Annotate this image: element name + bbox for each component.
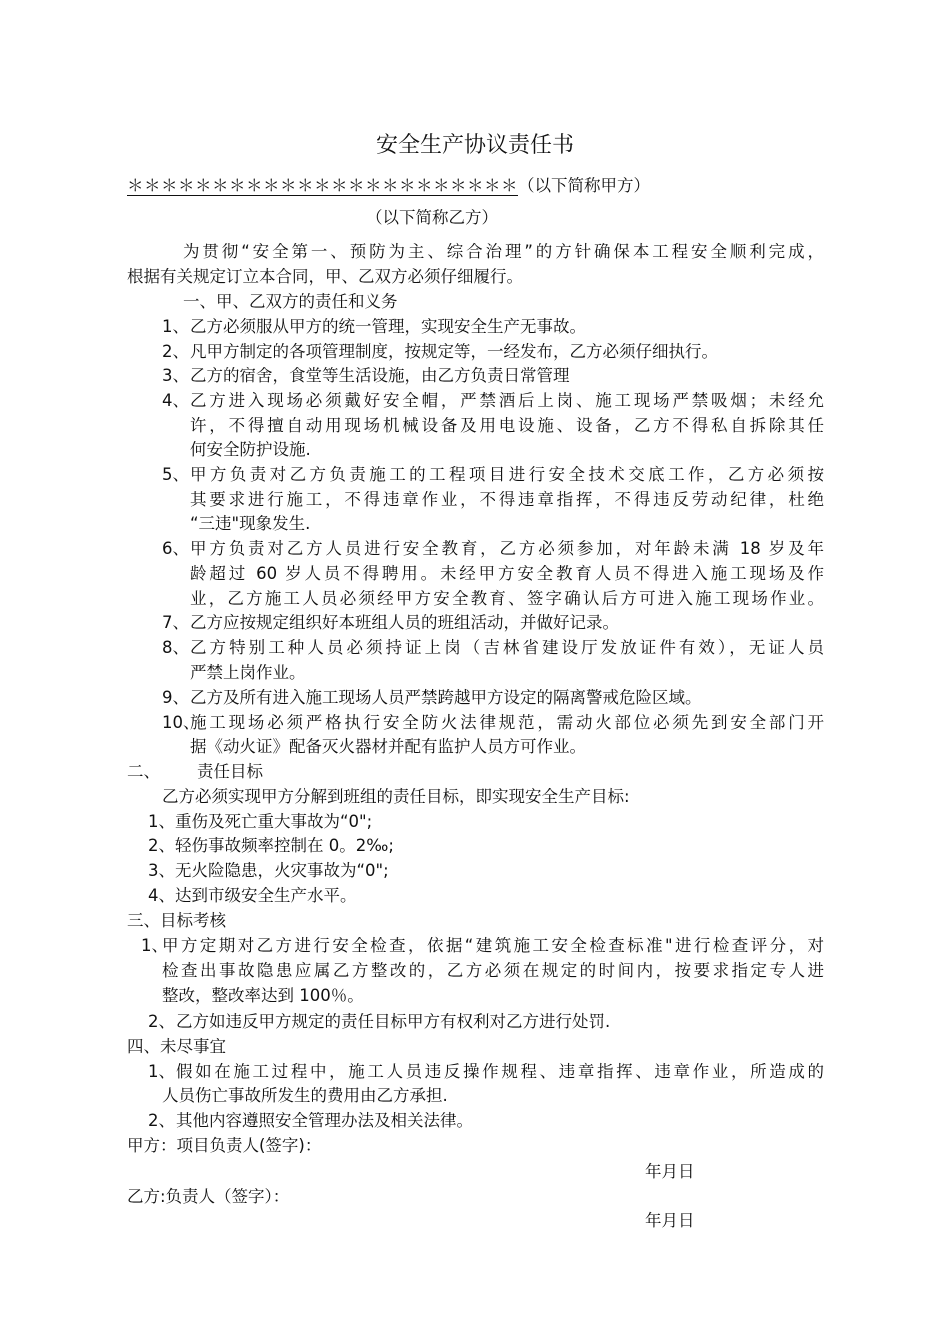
s4-item-text: 人员伤亡事故所发生的费用由乙方承担. <box>162 1086 448 1105</box>
s1-item-num: 8、 <box>162 638 189 657</box>
s3-item-num: 2、 <box>148 1012 175 1031</box>
s1-item-text: 何安全防护设施. <box>190 440 311 459</box>
s2-item: 2、轻伤事故频率控制在 0。2‰; <box>148 836 394 855</box>
s3-item-text: 检查出事故隐患应属乙方整改的，乙方必须在规定的时间内，按要求指定专人进 <box>162 961 824 980</box>
party-a-suffix: （以下简称甲方） <box>518 176 650 195</box>
party-a-placeholder: ＊＊＊＊＊＊＊＊＊＊＊＊＊＊＊＊＊＊＊＊＊＊＊ <box>127 176 518 195</box>
section-2-number: 二、 <box>127 762 160 781</box>
s1-item-text: 龄超过 60 岁人员不得聘用。未经甲方安全教育人员不得进入施工现场及作 <box>190 564 824 583</box>
s4-item-text: 其他内容遵照安全管理办法及相关法律。 <box>176 1111 473 1130</box>
s1-item-text: 据《动火证》配备灭火器材并配有监护人员方可作业。 <box>190 737 586 756</box>
s1-item-num: 1、 <box>162 317 189 336</box>
party-a-signature-date: 年月日 <box>645 1162 695 1181</box>
party-a-signature-label: 甲方：项目负责人(签字)： <box>127 1136 322 1155</box>
s1-item-text: 施工现场必须严格执行安全防火法律规范，需动火部位必须先到安全部门开 <box>190 713 824 732</box>
s1-item-text: 甲方负责对乙方负责施工的工程项目进行安全技术交底工作，乙方必须按 <box>190 465 824 484</box>
s2-item: 3、无火险隐患，火灾事故为“0"; <box>148 861 389 880</box>
s1-item-num: 2、 <box>162 342 189 361</box>
s4-item-text: 假如在施工过程中，施工人员违反操作规程、违章指挥、违章作业，所造成的 <box>176 1062 824 1081</box>
s1-item-num: 7、 <box>162 613 189 632</box>
section-1-heading: 一、甲、乙双方的责任和义务 <box>183 292 398 311</box>
s1-item-num: 5、 <box>162 465 189 484</box>
s3-item-num: 1、 <box>141 936 168 955</box>
s3-item-text: 整改，整改率达到 100％。 <box>162 986 364 1005</box>
s4-item-num: 1、 <box>148 1062 175 1081</box>
section-2-intro: 乙方必须实现甲方分解到班组的责任目标，即实现安全生产目标: <box>162 787 630 806</box>
intro-line-1: 为贯彻“安全第一、预防为主、综合治理”的方针确保本工程安全顺利完成， <box>183 242 824 261</box>
s1-item-text: 乙方的宿舍，食堂等生活设施，由乙方负责日常管理 <box>190 366 570 385</box>
s1-item-num: 3、 <box>162 366 189 385</box>
s2-item: 4、达到市级安全生产水平。 <box>148 886 357 905</box>
s1-item-text: 乙方特别工种人员必须持证上岗（吉林省建设厅发放证件有效），无证人员 <box>190 638 824 657</box>
party-b-signature-label: 乙方:负责人（签字）： <box>127 1187 290 1206</box>
s1-item-text: “三违"现象发生. <box>190 514 311 533</box>
s1-item-num: 9、 <box>162 688 189 707</box>
s1-item-text: 乙方应按规定组织好本班组人员的班组活动，并做好记录。 <box>190 613 619 632</box>
s1-item-text: 乙方进入现场必须戴好安全帽，严禁酒后上岗、施工现场严禁吸烟；未经允 <box>190 391 824 410</box>
s1-item-text: 乙方及所有进入施工现场人员严禁跨越甲方设定的隔离警戒危险区域。 <box>190 688 702 707</box>
s1-item-text: 其要求进行施工，不得违章作业，不得违章指挥，不得违反劳动纪律，杜绝 <box>190 490 824 509</box>
s1-item-text: 业，乙方施工人员必须经甲方安全教育、签字确认后方可进入施工现场作业。 <box>190 589 824 608</box>
section-4-heading: 四、未尽事宜 <box>127 1037 226 1056</box>
s1-item-text: 许，不得擅自动用现场机械设备及用电设施、设备，乙方不得私自拆除其任 <box>190 416 824 435</box>
section-3-heading: 三、目标考核 <box>127 911 226 930</box>
intro-line-2: 根据有关规定订立本合同，甲、乙双方必须仔细履行。 <box>127 267 523 286</box>
s1-item-text: 严禁上岗作业。 <box>190 663 306 682</box>
party-b-line: （以下简称乙方） <box>366 208 498 227</box>
s1-item-num: 4、 <box>162 391 189 410</box>
s1-item-text: 乙方必须服从甲方的统一管理，实现安全生产无事故。 <box>190 317 586 336</box>
s4-item-num: 2、 <box>148 1111 175 1130</box>
s3-item-text: 甲方定期对乙方进行安全检查，依据“建筑施工安全检查标准"进行检查评分，对 <box>162 936 824 955</box>
s2-item: 1、重伤及死亡重大事故为“0"; <box>148 812 373 831</box>
s1-item-num: 6、 <box>162 539 189 558</box>
party-b-signature-date: 年月日 <box>645 1211 695 1230</box>
s3-item-text: 乙方如违反甲方规定的责任目标甲方有权利对乙方进行处罚. <box>176 1012 611 1031</box>
section-2-heading: 责任目标 <box>197 762 263 781</box>
s1-item-num: 10、 <box>162 713 200 732</box>
s1-item-text: 凡甲方制定的各项管理制度，按规定等，一经发布，乙方必须仔细执行。 <box>190 342 718 361</box>
party-a-line <box>127 174 650 198</box>
document-title: 安全生产协议责任书 <box>375 133 574 158</box>
s1-item-text: 甲方负责对乙方人员进行安全教育，乙方必须参加，对年龄未满 18 岁及年 <box>190 539 824 558</box>
